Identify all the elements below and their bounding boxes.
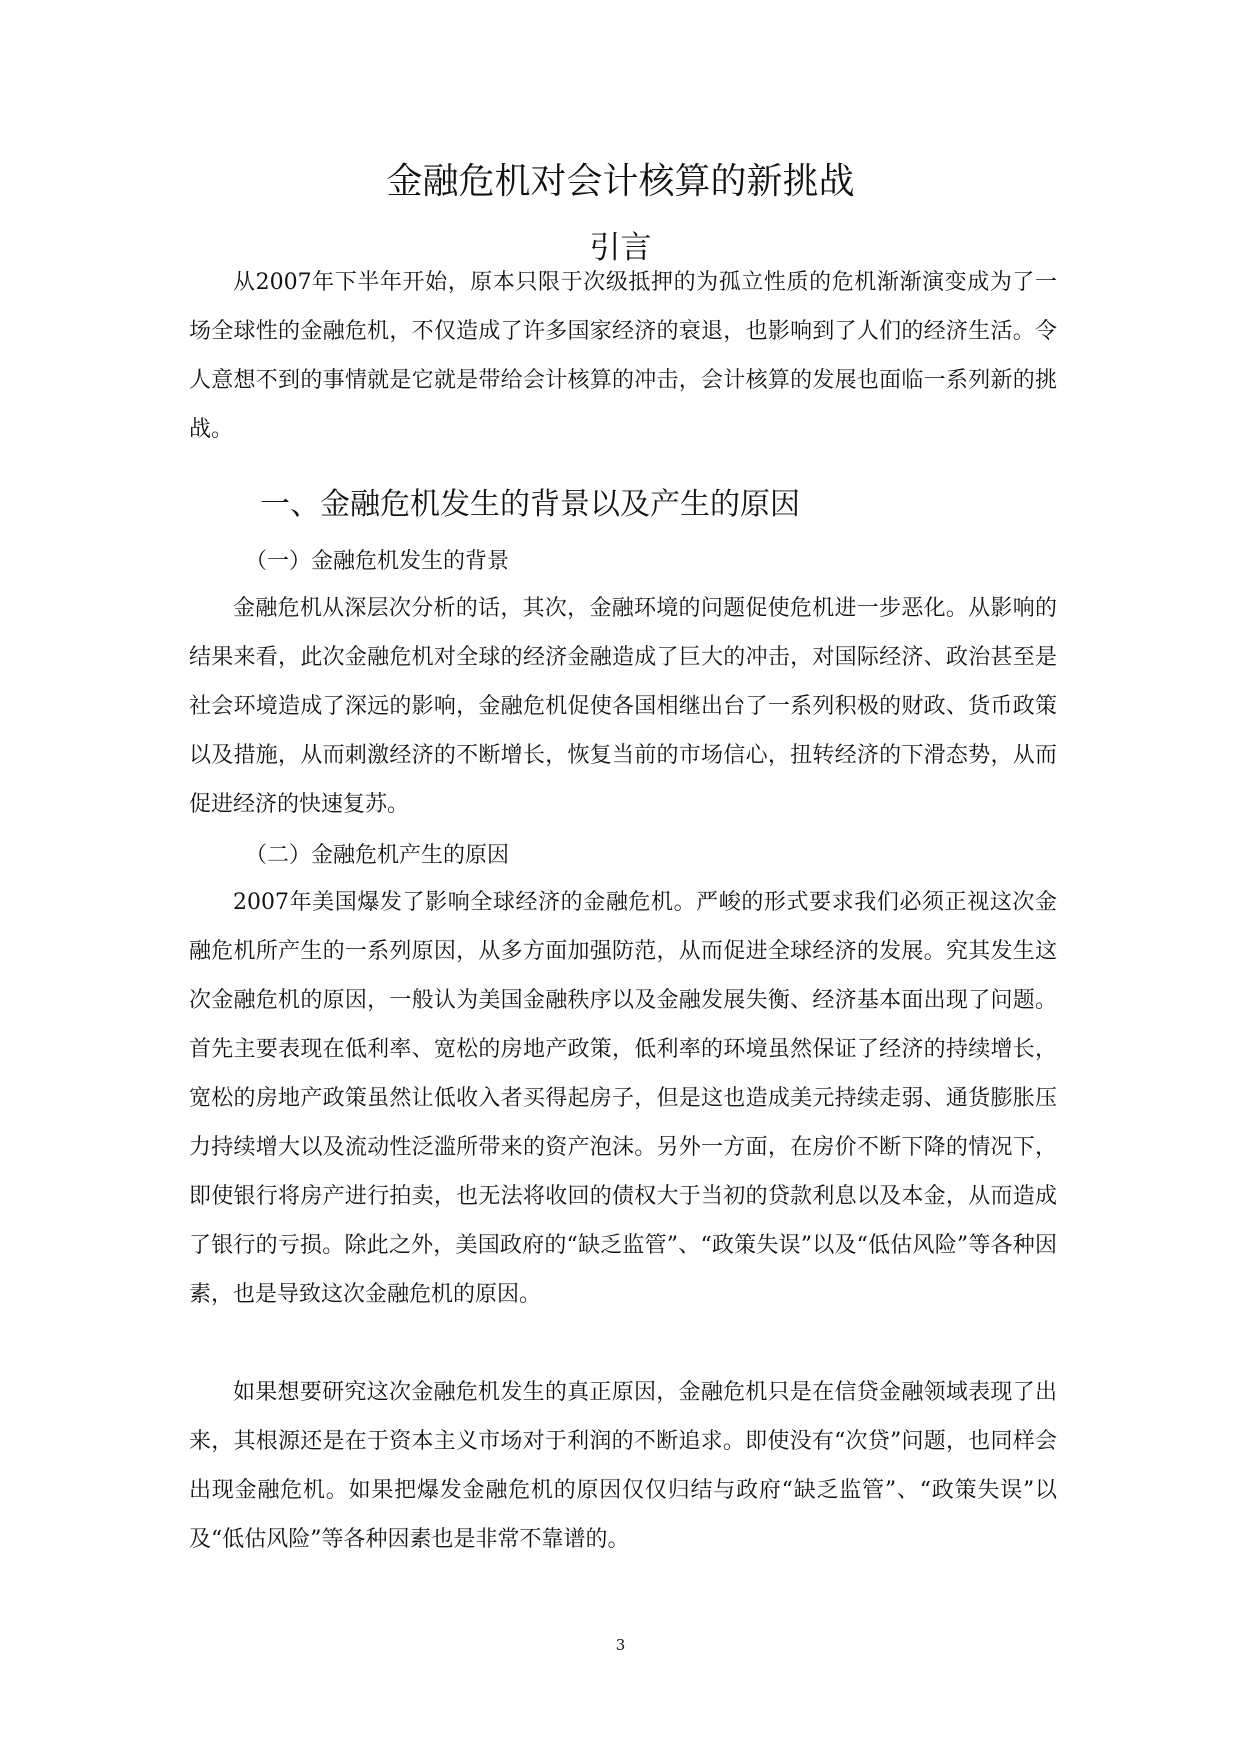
page-number: 3: [615, 1636, 626, 1654]
subsection-1-heading: （一）金融危机发生的背景: [245, 549, 510, 574]
section-1-heading: 一、金融危机发生的背景以及产生的原因: [260, 487, 800, 522]
document-subtitle: 引言: [589, 230, 652, 266]
subsection-1-paragraph: 金融危机从深层次分析的话，其次，金融环境的问题促使危机进一步恶化。从影响的结果来看，此次金融危机对全球的经济金融造成了巨大的冲击，对国际经济、政治甚至是社会环境造成了深远的影响，金融危机促使各国相继出台了一系列积极的财政、货币政策以及措施，从而刺激经济的不断增长，恢复当前的市场信心，扭转经济的下滑态势，从而促进经济的快速复苏。: [189, 596, 1057, 817]
document-title: 金融危机对会计核算的新挑战: [386, 161, 855, 202]
subsection-2-paragraph-1: 2007年美国爆发了影响全球经济的金融危机。严峻的形式要求我们必须正视这次金融危机所产生的一系列原因，从多方面加强防范，从而促进全球经济的发展。究其发生这次金融危机的原因，一般认为美国金融秩序以及金融发展失衡、经济基本面出现了问题。首先主要表现在低利率、宽松的房地产政策，低利率的环境虽然保证了经济的持续增长，宽松的房地产政策虽然让低收入者买得起房子，但是这也造成美元持续走弱、通货膨胀压力持续增大以及流动性泛滥所带来的资产泡沫。另外一方面，在房价不断下降的情况下，即使银行将房产进行拍卖，也无法将收回的债权大于当初的贷款利息以及本金，从而造成了银行的亏损。除此之外，美国政府的“缺乏监管”、“政策失误”以及“低估风险”等各种因素，也是导致这次金融危机的原因。: [189, 890, 1057, 1307]
subsection-2-paragraph-2: 如果想要研究这次金融危机发生的真正原因，金融危机只是在信贷金融领域表现了出来，其根源还是在于资本主义市场对于利润的不断追求。即使没有“次贷”问题，也同样会出现金融危机。如果把爆发金融危机的原因仅仅归结与政府“缺乏监管”、“政策失误”以及“低估风险”等各种因素也是非常不靠谱的。: [189, 1380, 1057, 1552]
subsection-2-heading: （二）金融危机产生的原因: [245, 843, 510, 868]
intro-paragraph: 从2007年下半年开始，原本只限于次级抵押的为孤立性质的危机渐渐演变成为了一场全球性的金融危机，不仅造成了许多国家经济的衰退，也影响到了人们的经济生活。令人意想不到的事情就是它就是带给会计核算的冲击，会计核算的发展也面临一系列新的挑战。: [189, 270, 1057, 442]
